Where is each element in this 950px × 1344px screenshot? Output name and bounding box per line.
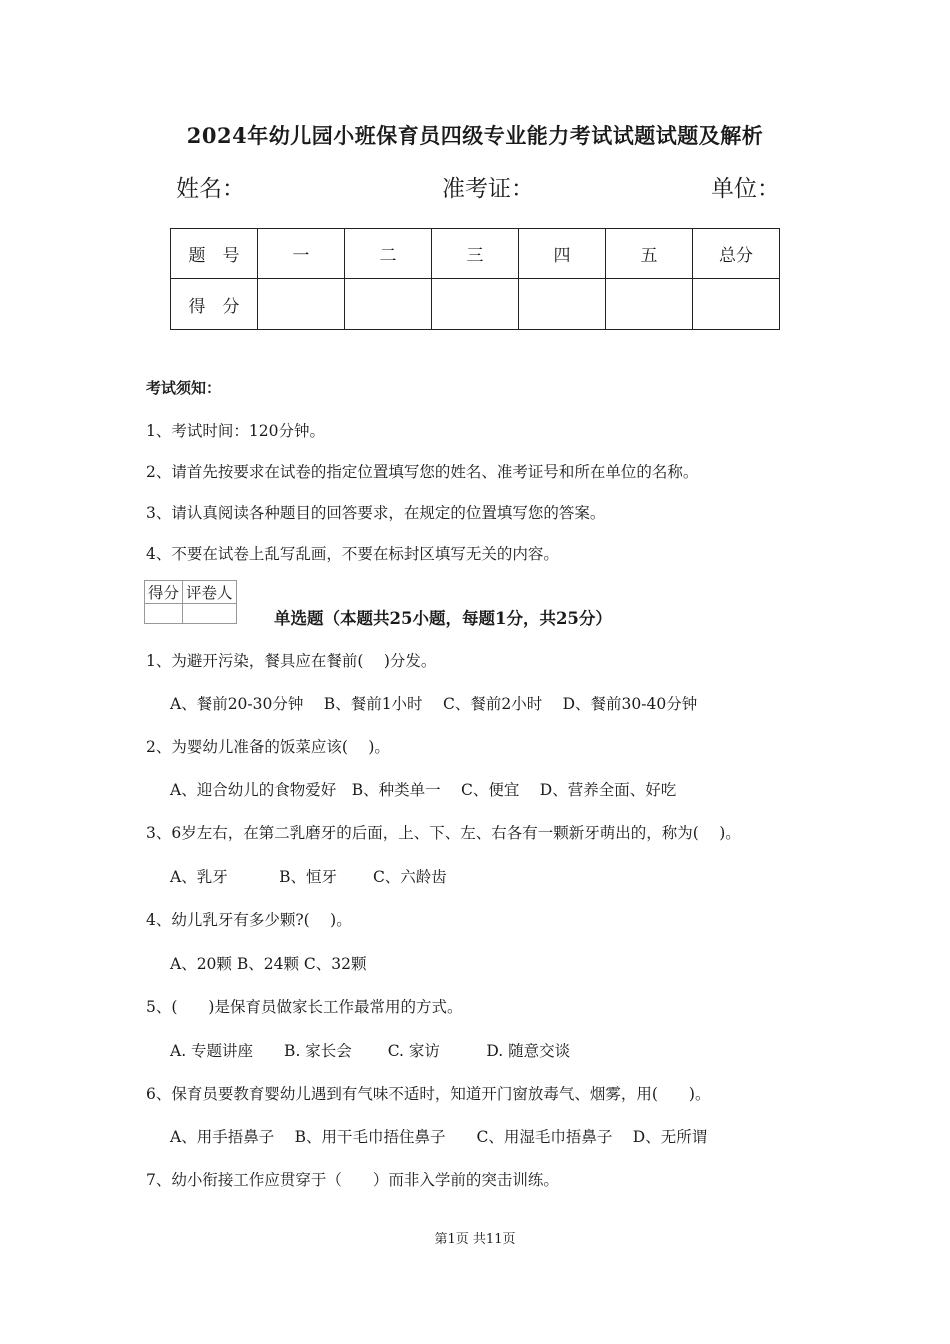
question-3-options: A、乳牙 B、恒牙 C、六龄齿 [170,868,447,886]
unit-field-label: 单位： [711,176,780,202]
name-field-label: 姓名： [176,176,245,202]
score-table-header-cell: 五 [606,229,693,279]
question-4: 4、幼儿乳牙有多少颗?( )。 [146,911,352,929]
score-table-header-cell: 一 [258,229,345,279]
question-1: 1、为避开污染，餐具应在餐前( )分发。 [146,652,437,670]
question-4-options: A、20颗 B、24颗 C、32颗 [170,955,367,973]
question-2-options: A、迎合幼儿的食物爱好 B、种类单一 C、便宜 D、营养全面、好吃 [170,781,677,799]
score-cell[interactable] [693,279,780,330]
score-table [170,228,780,330]
grader-name-cell[interactable] [183,604,237,624]
question-5: 5、( )是保育员做家长工作最常用的方式。 [146,998,463,1016]
question-6-options: A、用手捂鼻子 B、用干毛巾捂住鼻子 C、用湿毛巾捂鼻子 D、无所谓 [170,1128,708,1146]
score-cell[interactable] [432,279,519,330]
score-cell[interactable] [519,279,606,330]
question-6: 6、保育员要教育婴幼儿遇到有气味不适时，知道开门窗放毒气、烟雾，用( )。 [146,1085,711,1103]
grader-name-label: 评卷人 [183,581,237,604]
notes-item: 3、请认真阅读各种题目的回答要求，在规定的位置填写您的答案。 [146,504,606,522]
score-table-header-cell: 三 [432,229,519,279]
notes-heading: 考试须知： [146,379,222,397]
score-cell[interactable] [606,279,693,330]
score-table-header-cell: 题 号 [171,229,258,279]
question-1-options: A、餐前20-30分钟 B、餐前1小时 C、餐前2小时 D、餐前30-40分钟 [170,695,698,713]
page-footer: 第1页 共11页 [434,1232,516,1247]
notes-item: 1、考试时间：120分钟。 [146,422,325,440]
score-table-header-cell: 二 [345,229,432,279]
score-table-header-cell: 总分 [693,229,780,279]
section-title: 单选题（本题共25小题，每题1分，共25分） [274,609,612,628]
score-table-score-row [171,279,780,330]
notes-item: 4、不要在试卷上乱写乱画，不要在标封区填写无关的内容。 [146,545,559,563]
grader-score-cell[interactable] [145,604,183,624]
score-cell[interactable] [258,279,345,330]
score-cell[interactable] [345,279,432,330]
question-7: 7、幼小衔接工作应贯穿于（ ）而非入学前的突击训练。 [146,1171,559,1189]
score-row-label: 得 分 [171,279,258,330]
score-table-header-row [171,229,780,279]
grader-score-label: 得分 [145,581,183,604]
score-table-header-cell: 四 [519,229,606,279]
exam-id-field-label: 准考证： [442,176,534,202]
page-title: 2024年幼儿园小班保育员四级专业能力考试试题试题及解析 [186,123,764,148]
notes-item: 2、请首先按要求在试卷的指定位置填写您的姓名、准考证号和所在单位的名称。 [146,463,699,481]
question-3: 3、6岁左右，在第二乳磨牙的后面，上、下、左、右各有一颗新牙萌出的，称为( )。 [146,824,741,842]
question-2: 2、为婴幼儿准备的饭菜应该( )。 [146,738,390,756]
question-5-options: A. 专题讲座 B. 家长会 C. 家访 D. 随意交谈 [170,1042,571,1060]
grader-box [144,580,237,624]
